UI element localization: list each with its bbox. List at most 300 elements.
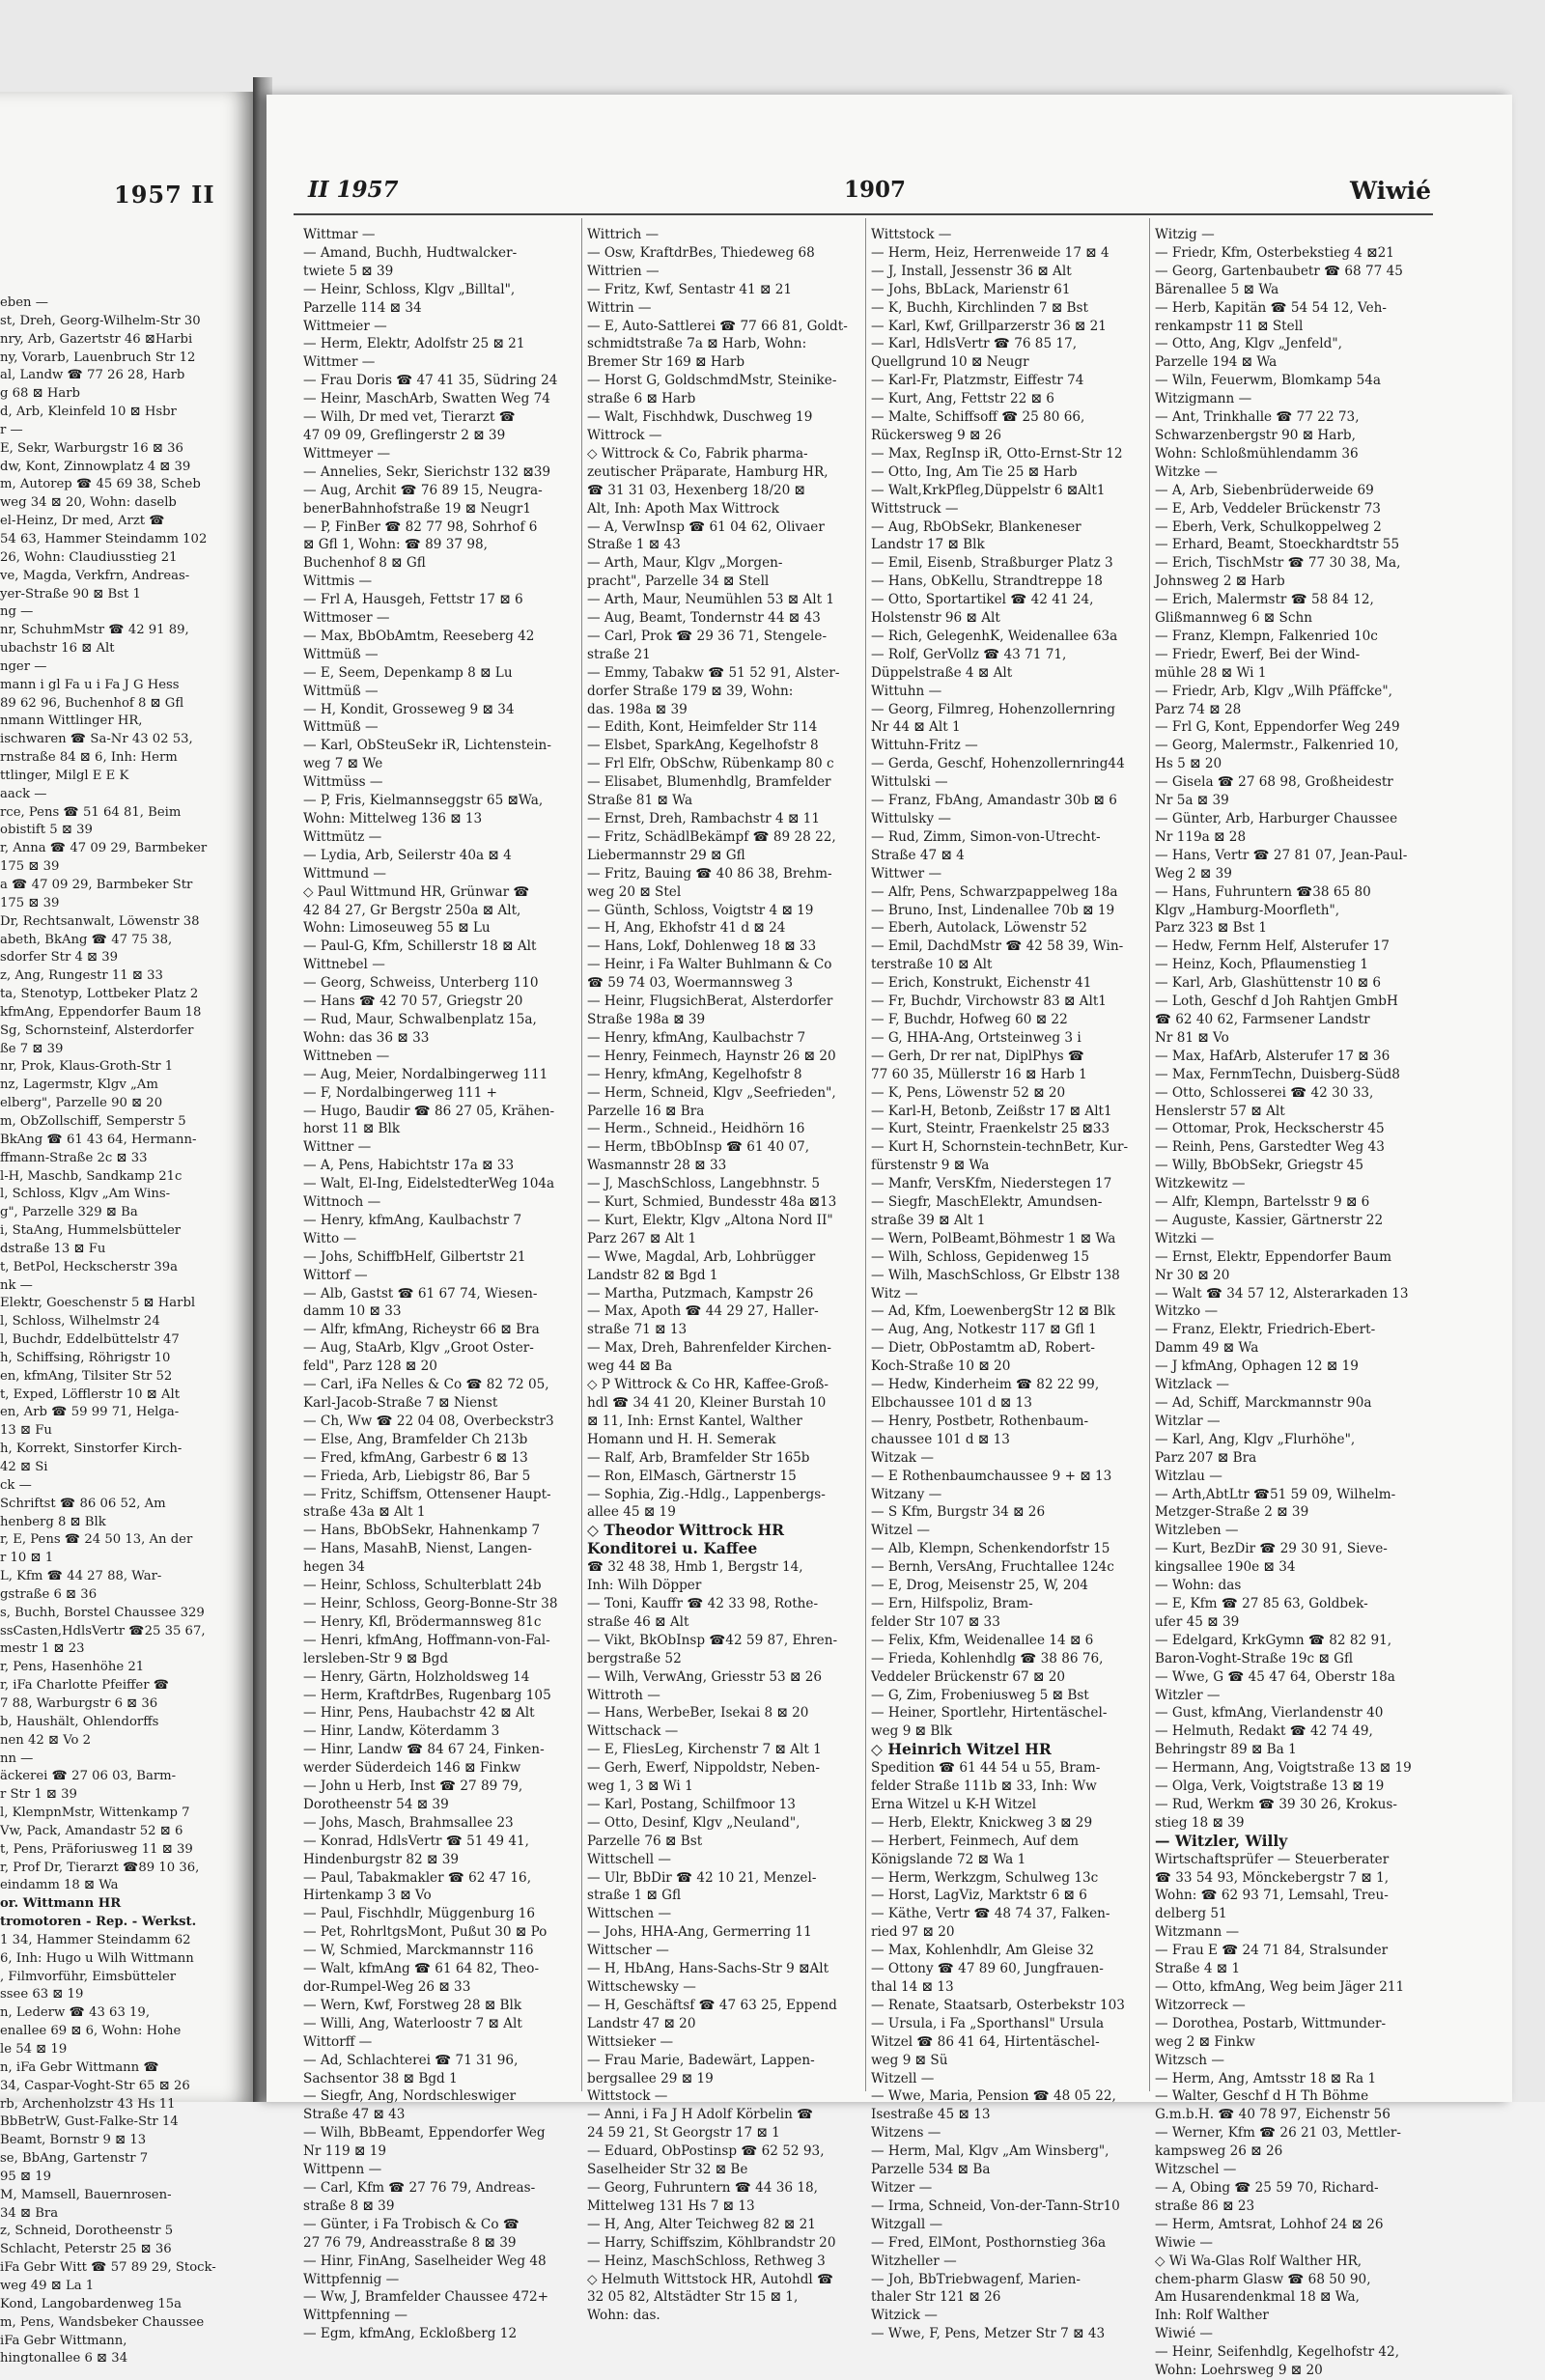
directory-entry-line: Wittpfennig — bbox=[303, 2271, 400, 2287]
directory-entry-line: 6, Inh: Hugo u Wilh Wittmann bbox=[0, 1950, 194, 1966]
directory-entry-line: — Hinr, Landw, Köterdamm 3 bbox=[303, 1723, 500, 1740]
directory-entry-line: — P, Fris, Kielmannseggstr 65 ⊠Wa, bbox=[303, 793, 544, 809]
directory-entry-line: weg 9 ⊠ Sü bbox=[871, 2052, 948, 2068]
directory-entry-line: — Kurt, Schmied, Bundesstr 48a ⊠13 bbox=[587, 1194, 837, 1211]
directory-entry-line: felder Straße 111b ⊠ 33, Inh: Ww bbox=[871, 1778, 1097, 1795]
directory-entry-line: — Helmuth, Redakt ☎ 42 74 49, bbox=[1155, 1723, 1373, 1740]
directory-entry-line: 7 88, Warburgstr 6 ⊠ 36 bbox=[0, 1695, 158, 1711]
directory-entry-line: — Aug, Beamt, Tondernstr 44 ⊠ 43 bbox=[587, 610, 821, 627]
directory-entry-line: — Frau E ☎ 24 71 84, Stralsunder bbox=[1155, 1943, 1389, 1959]
directory-entry-line: — Werner, Kfm ☎ 26 21 03, Mettler- bbox=[1155, 2125, 1401, 2142]
directory-entry-line: weg 44 ⊠ Ba bbox=[587, 1358, 673, 1375]
directory-entry-line: z, Schneid, Dorotheenstr 5 bbox=[0, 2224, 174, 2239]
directory-entry-line: — Pet, RohrltgsMont, Pußut 30 ⊠ Po bbox=[303, 1924, 548, 1941]
directory-entry-line: Nr 44 ⊠ Alt 1 bbox=[871, 719, 961, 736]
directory-entry-line: — Hans, Lokf, Dohlenweg 18 ⊠ 33 bbox=[587, 938, 817, 955]
directory-entry-line: — Heinz, Koch, Pflaumenstieg 1 bbox=[1155, 957, 1368, 973]
directory-entry-line: Wittnebel — bbox=[303, 957, 385, 973]
directory-entry-line: kfmAng, Eppendorfer Baum 18 bbox=[0, 1004, 202, 1020]
directory-entry-line: — Dietr, ObPostamtm aD, Robert- bbox=[871, 1340, 1095, 1357]
directory-entry-line: — Ottony ☎ 47 89 60, Jungfrauen- bbox=[871, 1961, 1104, 1977]
directory-entry-line: — Frieda, Kohlenhdlg ☎ 38 86 76, bbox=[871, 1650, 1104, 1666]
directory-entry-line: — Irma, Schneid, Von-der-Tann-Str10 bbox=[871, 2198, 1120, 2214]
directory-entry-line: — Frl Elfr, ObSchw, Rübenkamp 80 c bbox=[587, 756, 834, 772]
column-divider bbox=[1149, 218, 1150, 2091]
directory-entry-line: — Gerh, Dr rer nat, DiplPhys ☎ bbox=[871, 1048, 1084, 1064]
directory-entry-line: Parzelle 114 ⊠ 34 bbox=[303, 299, 422, 316]
directory-entry-line: — Max, Dreh, Bahrenfelder Kirchen- bbox=[587, 1340, 831, 1357]
directory-entry-line: G.m.b.H. ☎ 40 78 97, Eichenstr 56 bbox=[1155, 2107, 1390, 2123]
directory-entry-line: r, Anna ☎ 47 09 29, Barmbeker bbox=[0, 841, 208, 856]
directory-entry-line: — Reinh, Pens, Garstedter Weg 43 bbox=[1155, 1139, 1385, 1156]
directory-entry-line: — K, Buchh, Kirchlinden 7 ⊠ Bst bbox=[871, 299, 1088, 316]
directory-entry-line: nk — bbox=[0, 1277, 33, 1293]
directory-entry-line: — Hans, ObKellu, Strandtreppe 18 bbox=[871, 574, 1103, 590]
directory-entry-line: Witzke — bbox=[1155, 463, 1218, 480]
directory-entry-line: enallee 69 ⊠ 6, Wohn: Hohe bbox=[0, 2024, 182, 2039]
directory-entry-line: Landstr 17 ⊠ Blk bbox=[871, 537, 985, 553]
directory-entry-line: — John u Herb, Inst ☎ 27 89 79, bbox=[303, 1778, 523, 1795]
directory-entry-line: — Wilh, VerwAng, Griesstr 53 ⊠ 26 bbox=[587, 1668, 823, 1685]
directory-entry-line: — Herm., Schneid., Heidhörn 16 bbox=[587, 1121, 805, 1137]
directory-entry-line: — Günter, i Fa Trobisch & Co ☎ bbox=[303, 2216, 520, 2232]
directory-entry-line: Witzany — bbox=[871, 1486, 942, 1502]
directory-entry-line: — Wohn: das bbox=[1155, 1578, 1242, 1594]
directory-entry-line: straße 1 ⊠ Gfl bbox=[587, 1888, 682, 1904]
directory-entry-line: — Fred, ElMont, Posthornstieg 36a bbox=[871, 2234, 1107, 2251]
directory-entry-line: Witzlau — bbox=[1155, 1468, 1222, 1484]
directory-entry-line: — Max, HafArb, Alsterufer 17 ⊠ 36 bbox=[1155, 1048, 1390, 1064]
directory-entry-line: ◇ Wi Wa-Glas Rolf Walther HR, bbox=[1155, 2253, 1362, 2269]
directory-entry-line: Wittulski — bbox=[871, 774, 948, 791]
directory-entry-line: — Max, Apoth ☎ 44 29 27, Haller- bbox=[587, 1303, 819, 1320]
previous-page-entries bbox=[0, 294, 241, 2368]
directory-entry-line: Wasmannstr 28 ⊠ 33 bbox=[587, 1158, 727, 1174]
directory-entry-line: Wittmüß — bbox=[303, 719, 379, 736]
directory-entry-line: — Fritz, SchädlBekämpf ☎ 89 28 22, bbox=[587, 828, 836, 845]
directory-entry-line: ried 97 ⊠ 20 bbox=[871, 1924, 955, 1941]
directory-entry-line: obistift 5 ⊠ 39 bbox=[0, 823, 93, 838]
directory-entry-line: — G, Zim, Frobeniusweg 5 ⊠ Bst bbox=[871, 1687, 1089, 1703]
directory-entry-line: Witzorreck — bbox=[1155, 1997, 1246, 2013]
directory-entry-line: — Heinr, Schloss, Schulterblatt 24b bbox=[303, 1578, 542, 1594]
directory-entry-line: Wittorff — bbox=[303, 2033, 373, 2050]
directory-entry-line: 95 ⊠ 19 bbox=[0, 2169, 51, 2184]
directory-entry-line: — E Rothenbaumchaussee 9 + ⊠ 13 bbox=[871, 1468, 1112, 1484]
directory-entry-line: — Johs, HHA-Ang, Germerring 11 bbox=[587, 1924, 812, 1941]
directory-entry-line: weg 20 ⊠ Stel bbox=[587, 883, 682, 900]
directory-entry-line: l-H, Maschb, Sandkamp 21c bbox=[0, 1168, 183, 1184]
directory-entry-line: — Aug, RbObSekr, Blankeneser bbox=[871, 518, 1082, 535]
directory-entry-line: — G, HHA-Ang, Ortsteinweg 3 i bbox=[871, 1029, 1082, 1046]
directory-entry-line: Wittsieker — bbox=[587, 2033, 674, 2050]
directory-entry-line: — Else, Ang, Bramfelder Ch 213b bbox=[303, 1431, 528, 1447]
directory-entry-line: — Herm, Ang, Amtsstr 18 ⊠ Ra 1 bbox=[1155, 2070, 1377, 2086]
directory-entry-line: Landstr 47 ⊠ 20 bbox=[587, 2015, 696, 2031]
directory-entry-line: Witzak — bbox=[871, 1449, 934, 1466]
directory-entry-line: — Herm, Werkzgm, Schulweg 13c bbox=[871, 1869, 1099, 1886]
directory-entry-line: — Horst, LagViz, Marktstr 6 ⊠ 6 bbox=[871, 1888, 1087, 1904]
directory-entry-line: — Otto, Sportartikel ☎ 42 41 24, bbox=[871, 592, 1094, 608]
directory-entry-line: Witzsch — bbox=[1155, 2052, 1224, 2068]
directory-entry-line: — H, Ang, Alter Teichweg 82 ⊠ 21 bbox=[587, 2216, 816, 2232]
directory-entry-line: z, Ang, Rungestr 11 ⊠ 33 bbox=[0, 968, 163, 984]
directory-entry-line: — Emil, DachdMstr ☎ 42 58 39, Win- bbox=[871, 938, 1124, 955]
directory-entry-line: bergstraße 52 bbox=[587, 1650, 682, 1666]
directory-entry-line: — Egm, kfmAng, Eckloßberg 12 bbox=[303, 2326, 518, 2342]
directory-entry-line: twiete 5 ⊠ 39 bbox=[303, 263, 394, 279]
directory-entry-line: weg 34 ⊠ 20, Wohn: daselb bbox=[0, 495, 177, 511]
directory-entry-line: — Henry, Feinmech, Haynstr 26 ⊠ 20 bbox=[587, 1048, 836, 1064]
directory-entry-line: — Rud, Maur, Schwalbenplatz 15a, bbox=[303, 1011, 537, 1027]
directory-entry-line: Witzel — bbox=[871, 1523, 931, 1539]
directory-entry-line: — A, Obing ☎ 25 59 70, Richard- bbox=[1155, 2179, 1379, 2196]
directory-entry-line: Wirtschaftsprüfer — Steuerberater bbox=[1155, 1851, 1390, 1867]
directory-entry-line: Witzleben — bbox=[1155, 1523, 1239, 1539]
directory-entry-line: Nr 119a ⊠ 28 bbox=[1155, 828, 1247, 845]
directory-entry-line: — Georg, Filmreg, Hohenzollernring bbox=[871, 701, 1115, 717]
directory-entry-line: — Hans, WerbeBer, Isekai 8 ⊠ 20 bbox=[587, 1705, 809, 1722]
directory-entry-line: — Aug, StaArb, Klgv „Groot Oster- bbox=[303, 1340, 534, 1357]
directory-entry-line: — Ernst, Elektr, Eppendorfer Baum bbox=[1155, 1248, 1391, 1265]
directory-entry-line: — Georg, Malermstr., Falkenried 10, bbox=[1155, 738, 1399, 754]
directory-entry-line: ☎ 33 54 93, Mönckebergstr 7 ⊠ 1, bbox=[1155, 1869, 1390, 1886]
directory-entry-line: Veddeler Brückenstr 67 ⊠ 20 bbox=[871, 1668, 1066, 1685]
header-rule bbox=[294, 213, 1433, 215]
directory-entry-line: Witzigmann — bbox=[1155, 391, 1252, 407]
directory-entry-line: Witzick — bbox=[871, 2308, 938, 2324]
directory-entry-line: Königslande 72 ⊠ Wa 1 bbox=[871, 1851, 1026, 1867]
directory-entry-line: , Filmvorführ, Eimsbütteler bbox=[0, 1969, 177, 1984]
directory-entry-line: en, Arb ☎ 59 99 71, Helga- bbox=[0, 1405, 180, 1420]
directory-entry-line: BkAng ☎ 61 43 64, Hermann- bbox=[0, 1132, 197, 1147]
directory-entry-line: — Toni, Kauffr ☎ 42 33 98, Rothe- bbox=[587, 1595, 819, 1611]
directory-entry-line: ubachstr 16 ⊠ Alt bbox=[0, 641, 115, 657]
directory-entry-line: Dorotheenstr 54 ⊠ 39 bbox=[303, 1796, 449, 1812]
directory-entry-line: Hindenburgstr 82 ⊠ 39 bbox=[303, 1851, 460, 1867]
directory-entry-line: Witzig — bbox=[1155, 227, 1215, 242]
directory-entry-line: thaler Str 121 ⊠ 26 bbox=[871, 2289, 1001, 2306]
directory-entry-line: — Herm, Mal, Klgv „Am Winsberg", bbox=[871, 2143, 1110, 2160]
directory-entry-line: — Alb, Gastst ☎ 61 67 74, Wiesen- bbox=[303, 1285, 538, 1302]
directory-entry-line: — Erich, Konstrukt, Eichenstr 41 bbox=[871, 975, 1092, 992]
directory-entry-line: — Witzler, Willy bbox=[1155, 1831, 1288, 1850]
directory-entry-line: — Amand, Buchh, Hudtwalcker- bbox=[303, 244, 518, 261]
directory-entry-line: 13 ⊠ Fu bbox=[0, 1423, 52, 1439]
directory-entry-line: straße 43a ⊠ Alt 1 bbox=[303, 1504, 426, 1521]
directory-entry-line: — Bruno, Inst, Lindenallee 70b ⊠ 19 bbox=[871, 902, 1115, 918]
directory-entry-line: — Wern, PolBeamt,Böhmestr 1 ⊠ Wa bbox=[871, 1230, 1116, 1246]
directory-entry-line: — Annelies, Sekr, Sierichstr 132 ⊠39 bbox=[303, 463, 551, 480]
directory-entry-line: — Ad, Schiff, Marckmannstr 90a bbox=[1155, 1395, 1372, 1411]
directory-entry-line: — Harry, Schiffszim, Köhlbrandstr 20 bbox=[587, 2234, 836, 2251]
directory-entry-line: Homann und H. H. Semerak bbox=[587, 1431, 776, 1447]
directory-entry-line: — Johs, BbLack, Marienstr 61 bbox=[871, 281, 1071, 297]
directory-entry-line: — Wwe, Maria, Pension ☎ 48 05 22, bbox=[871, 2088, 1116, 2105]
directory-entry-line: ny, Vorarb, Lauenbruch Str 12 bbox=[0, 350, 196, 365]
directory-entry-line: — Otto, Schlosserei ☎ 42 30 33, bbox=[1155, 1084, 1374, 1101]
directory-entry-line: — Günth, Schloss, Voigtstr 4 ⊠ 19 bbox=[587, 902, 814, 918]
directory-entry-line: 34 ⊠ Bra bbox=[0, 2205, 59, 2221]
directory-entry-line: — Fred, kfmAng, Garbestr 6 ⊠ 13 bbox=[303, 1449, 528, 1466]
directory-entry-line: Hirtenkamp 3 ⊠ Vo bbox=[303, 1888, 432, 1904]
directory-entry-line: — Carl, iFa Nelles & Co ☎ 82 72 05, bbox=[303, 1377, 549, 1393]
directory-entry-line: Witzler — bbox=[1155, 1687, 1221, 1703]
directory-entry-line: Wiwie — bbox=[1155, 2234, 1214, 2251]
directory-entry-line: — Eberh, Autolack, Löwenstr 52 bbox=[871, 920, 1087, 937]
directory-entry-line: — Karl-H, Betonb, Zeißstr 17 ⊠ Alt1 bbox=[871, 1103, 1112, 1119]
directory-entry-line: r, iFa Charlotte Pfeiffer ☎ bbox=[0, 1678, 170, 1694]
directory-entry-line: Wittnoch — bbox=[303, 1194, 381, 1211]
directory-entry-line: straße 8 ⊠ 39 bbox=[303, 2198, 395, 2214]
directory-entry-line: — Hans, Vertr ☎ 27 81 07, Jean-Paul- bbox=[1155, 847, 1408, 863]
directory-entry-line: — Renate, Staatsarb, Osterbekstr 103 bbox=[871, 1997, 1125, 2013]
directory-entry-line: Wittmüß — bbox=[303, 683, 379, 699]
directory-entry-line: Bremer Str 169 ⊠ Harb bbox=[587, 354, 745, 371]
directory-entry-line: ufer 45 ⊠ 39 bbox=[1155, 1613, 1240, 1630]
directory-entry-line: — Bernh, VersAng, Fruchtallee 124c bbox=[871, 1559, 1114, 1576]
directory-entry-line: fürstenstr 9 ⊠ Wa bbox=[871, 1158, 990, 1174]
directory-entry-line: — Käthe, Vertr ☎ 48 74 37, Falken- bbox=[871, 1906, 1110, 1922]
directory-entry-line: — Arth, Maur, Klgv „Morgen- bbox=[587, 555, 783, 572]
directory-entry-line: Hs 5 ⊠ 20 bbox=[1155, 756, 1222, 772]
directory-entry-line: — Max, RegInsp iR, Otto-Ernst-Str 12 bbox=[871, 445, 1123, 462]
directory-entry-line: Schriftst ☎ 86 06 52, Am bbox=[0, 1496, 166, 1511]
directory-entry-line: L, Kfm ☎ 44 27 88, War- bbox=[0, 1569, 162, 1584]
directory-entry-line: — Ww, J, Bramfelder Chaussee 472+ bbox=[303, 2289, 549, 2306]
directory-entry-line: stieg 18 ⊠ 39 bbox=[1155, 1814, 1245, 1831]
directory-entry-line: — Günter, Arb, Harburger Chaussee bbox=[1155, 811, 1398, 826]
directory-entry-line: Kond, Langobardenweg 15a bbox=[0, 2296, 182, 2311]
directory-entry-line: Wittwer — bbox=[871, 865, 942, 882]
directory-entry-line: Baron-Voght-Straße 19c ⊠ Gfl bbox=[1155, 1650, 1354, 1666]
directory-entry-line: — Hans ☎ 42 70 57, Griegstr 20 bbox=[303, 994, 523, 1010]
directory-entry-line: Sg, Schornsteinf, Alsterdorfer bbox=[0, 1022, 194, 1038]
directory-entry-line: hdl ☎ 34 41 20, Kleiner Burstah 10 bbox=[587, 1395, 827, 1411]
directory-entry-line: r 10 ⊠ 1 bbox=[0, 1551, 54, 1566]
directory-entry-line: Witzel ☎ 86 41 64, Hirtentäschel- bbox=[871, 2033, 1100, 2050]
directory-entry-line: Schlacht, Peterstr 25 ⊠ 36 bbox=[0, 2242, 172, 2257]
directory-entry-line: — E, Arb, Veddeler Brückenstr 73 bbox=[1155, 500, 1381, 517]
directory-entry-line: — Wilh, BbBeamt, Eppendorfer Weg bbox=[303, 2125, 546, 2142]
directory-entry-line: — Herm, Amtsrat, Lohhof 24 ⊠ 26 bbox=[1155, 2216, 1384, 2232]
directory-entry-line: — Siegfr, MaschElektr, Amundsen- bbox=[871, 1194, 1103, 1211]
directory-entry-line: Witzkewitz — bbox=[1155, 1176, 1246, 1192]
directory-entry-line: Witzell — bbox=[871, 2070, 935, 2086]
directory-entry-line: — Henry, kfmAng, Kaulbachstr 7 bbox=[587, 1029, 806, 1046]
directory-entry-line: 32 05 82, Altstädter Str 15 ⊠ 1, bbox=[587, 2289, 799, 2306]
directory-entry-line: — Rud, Zimm, Simon-von-Utrecht- bbox=[871, 828, 1101, 845]
directory-entry-line: Wittroth — bbox=[587, 1687, 660, 1703]
directory-entry-line: ssCasten,HdlsVertr ☎25 35 67, bbox=[0, 1623, 206, 1638]
directory-entry-line: eindamm 18 ⊠ Wa bbox=[0, 1878, 119, 1893]
directory-entry-line: — Max, Kohlenhdlr, Am Gleise 32 bbox=[871, 1943, 1094, 1959]
directory-entry-line: — Horst G, GoldschmdMstr, Steinike- bbox=[587, 373, 837, 389]
directory-entry-line: — Frau Doris ☎ 47 41 35, Südring 24 bbox=[303, 373, 558, 389]
directory-entry-line: Witzlar — bbox=[1155, 1413, 1221, 1429]
directory-entry-line: straße 46 ⊠ Alt bbox=[587, 1613, 689, 1630]
directory-entry-line: iFa Gebr Witt ☎ 57 89 29, Stock- bbox=[0, 2260, 216, 2276]
directory-entry-line: — Henry, Gärtn, Holzholdsweg 14 bbox=[303, 1668, 530, 1685]
directory-entry-line: Inh: Wilh Döpper bbox=[587, 1578, 702, 1594]
directory-entry-line: 175 ⊠ 39 bbox=[0, 895, 60, 910]
directory-entry-line: Elektr, Goeschenstr 5 ⊠ Harbl bbox=[0, 1296, 196, 1311]
directory-entry-line: — Konrad, HdlsVertr ☎ 51 49 41, bbox=[303, 1833, 529, 1849]
directory-entry-line: ck — bbox=[0, 1477, 32, 1493]
directory-entry-line: t, BetPol, Heckscherstr 39a bbox=[0, 1259, 178, 1274]
directory-entry-line: — Alfr, Klempn, Bartelsstr 9 ⊠ 6 bbox=[1155, 1194, 1370, 1211]
directory-entry-line: ◇ P Wittrock & Co HR, Kaffee-Groß- bbox=[587, 1377, 829, 1393]
directory-entry-line: — Erich, Malermstr ☎ 58 84 12, bbox=[1155, 592, 1374, 608]
directory-entry-line: — Henry, kfmAng, Kegelhofstr 8 bbox=[587, 1066, 802, 1082]
directory-entry-line: — Heinr, MaschArb, Swatten Weg 74 bbox=[303, 391, 550, 407]
directory-entry-line: — Osw, KraftdrBes, Thiedeweg 68 bbox=[587, 244, 815, 261]
directory-entry-line: le 54 ⊠ 19 bbox=[0, 2042, 68, 2057]
directory-entry-line: — Herb, Kapitän ☎ 54 54 12, Veh- bbox=[1155, 299, 1388, 316]
directory-entry-line: 42 84 27, Gr Bergstr 250a ⊠ Alt, bbox=[303, 902, 521, 918]
directory-entry-line: Konditorei u. Kaffee bbox=[587, 1539, 758, 1558]
directory-entry-line: g", Parzelle 329 ⊠ Ba bbox=[0, 1205, 138, 1220]
directory-entry-line: Elbchaussee 101 d ⊠ 13 bbox=[871, 1395, 1032, 1411]
directory-entry-line: Liebermannstr 29 ⊠ Gfl bbox=[587, 847, 745, 863]
directory-entry-line: — Paul, Tabakmakler ☎ 62 47 16, bbox=[303, 1869, 532, 1886]
directory-entry-line: Koch-Straße 10 ⊠ 20 bbox=[871, 1358, 1011, 1375]
directory-entry-line: felder Str 107 ⊠ 33 bbox=[871, 1613, 1000, 1630]
directory-entry-line: — Herm, KraftdrBes, Rugenbarg 105 bbox=[303, 1687, 551, 1703]
directory-entry-line: — Frau Marie, Badewärt, Lappen- bbox=[587, 2052, 815, 2068]
directory-entry-line: — Frl A, Hausgeh, Fettstr 17 ⊠ 6 bbox=[303, 592, 523, 608]
directory-entry-line: — Franz, FbAng, Amandastr 30b ⊠ 6 bbox=[871, 793, 1117, 809]
column-divider bbox=[581, 218, 582, 2091]
directory-entry-line: — Wwe, F, Pens, Metzer Str 7 ⊠ 43 bbox=[871, 2326, 1106, 2342]
directory-entry-line: — Gust, kfmAng, Vierlandenstr 40 bbox=[1155, 1705, 1384, 1722]
directory-entry-line: ⊠ Gfl 1, Wohn: ☎ 89 37 98, bbox=[303, 537, 489, 553]
directory-entry-line: n, Lederw ☎ 43 63 19, bbox=[0, 2005, 151, 2021]
directory-entry-line: — E, FliesLeg, Kirchenstr 7 ⊠ Alt 1 bbox=[587, 1742, 822, 1758]
directory-entry-line: — Walter, Geschf d H Th Böhme bbox=[1155, 2088, 1369, 2105]
directory-entry-line: thal 14 ⊠ 13 bbox=[871, 1979, 954, 1995]
directory-entry-line: Wiwié — bbox=[1155, 2326, 1214, 2342]
directory-entry-line: dorfer Straße 179 ⊠ 39, Wohn: bbox=[587, 683, 794, 699]
directory-entry-line: dstraße 13 ⊠ Fu bbox=[0, 1241, 106, 1256]
directory-entry-line: — Henry, Kfl, Brödermannsweg 81c bbox=[303, 1613, 542, 1630]
directory-entry-line: M, Mamsell, Bauernrosen- bbox=[0, 2187, 172, 2202]
directory-entry-line: 26, Wohn: Claudiusstieg 21 bbox=[0, 549, 178, 565]
directory-entry-line: Wittscher — bbox=[587, 1943, 669, 1959]
directory-entry-line: Parzelle 16 ⊠ Bra bbox=[587, 1103, 705, 1119]
directory-entry-line: — Arth, Maur, Neumühlen 53 ⊠ Alt 1 bbox=[587, 592, 835, 608]
directory-entry-line: Witzko — bbox=[1155, 1303, 1219, 1320]
directory-entry-line: — E, Drog, Meisenstr 25, W, 204 bbox=[871, 1578, 1088, 1594]
directory-entry-line: — Carl, Kfm ☎ 27 76 79, Andreas- bbox=[303, 2179, 536, 2196]
directory-entry-line: — Heiner, Sportlehr, Hirtentäschel- bbox=[871, 1705, 1108, 1722]
directory-entry-line: Wohn: Schloßmühlendamm 36 bbox=[1155, 445, 1359, 462]
directory-entry-line: i, StaAng, Hummelsbütteler bbox=[0, 1223, 182, 1239]
directory-entry-line: äckerei ☎ 27 06 03, Barm- bbox=[0, 1769, 177, 1784]
directory-entry-line: — Olga, Verk, Voigtstraße 13 ⊠ 19 bbox=[1155, 1778, 1385, 1795]
directory-entry-line: damm 10 ⊠ 33 bbox=[303, 1303, 402, 1320]
directory-entry-line: r, E, Pens ☎ 24 50 13, An der bbox=[0, 1532, 193, 1548]
directory-entry-line: Witzheller — bbox=[871, 2253, 957, 2269]
directory-entry-line: — Wiln, Feuerwm, Blomkamp 54a bbox=[1155, 373, 1382, 389]
directory-entry-line: — E, Auto-Sattlerei ☎ 77 66 81, Goldt- bbox=[587, 318, 848, 334]
directory-entry-line: Wittstock — bbox=[871, 227, 952, 242]
directory-entry-line: Wittschell — bbox=[587, 1851, 672, 1867]
directory-entry-line: weg 1, 3 ⊠ Wi 1 bbox=[587, 1778, 693, 1795]
directory-entry-line: — Eduard, ObPostinsp ☎ 62 52 93, bbox=[587, 2143, 825, 2160]
directory-entry-line: — Anni, i Fa J H Adolf Körbelin ☎ bbox=[587, 2107, 814, 2123]
directory-entry-line: yer-Straße 90 ⊠ Bst 1 bbox=[0, 586, 141, 602]
directory-entry-line: — Lydia, Arb, Seilerstr 40a ⊠ 4 bbox=[303, 847, 512, 863]
directory-entry-line: — Ern, Hilfspoliz, Bram- bbox=[871, 1595, 1033, 1611]
directory-entry-line: — Ron, ElMasch, Gärtnerstr 15 bbox=[587, 1468, 797, 1484]
directory-entry-line: — W, Schmied, Marckmannstr 116 bbox=[303, 1943, 534, 1959]
directory-entry-line: — Hinr, Pens, Haubachstr 42 ⊠ Alt bbox=[303, 1705, 535, 1722]
directory-entry-line: Quellgrund 10 ⊠ Neugr bbox=[871, 354, 1029, 371]
directory-entry-line: Düppelstraße 4 ⊠ Alt bbox=[871, 664, 1013, 681]
directory-entry-line: — Ernst, Dreh, Rambachstr 4 ⊠ 11 bbox=[587, 811, 820, 826]
directory-entry-line: ◇ Wittrock & Co, Fabrik pharma- bbox=[587, 445, 808, 462]
directory-entry-line: m, Autorep ☎ 45 69 38, Scheb bbox=[0, 477, 201, 492]
previous-page-header: 1957 II bbox=[114, 181, 215, 209]
directory-entry-line: Wittulsky — bbox=[871, 811, 951, 826]
directory-entry-line: 1 34, Hammer Steindamm 62 bbox=[0, 1932, 191, 1947]
directory-entry-line: — Hinr, Landw ☎ 84 67 24, Finken- bbox=[303, 1742, 545, 1758]
directory-entry-line: straße 6 ⊠ Harb bbox=[587, 391, 696, 407]
directory-entry-line: — Heinz, MaschSchloss, Rethweg 3 bbox=[587, 2253, 826, 2269]
directory-entry-line: — Georg, Schweiss, Unterberg 110 bbox=[303, 975, 539, 992]
directory-entry-line: — Ottomar, Prok, Heckscherstr 45 bbox=[1155, 1121, 1385, 1137]
directory-entry-line: Parzelle 194 ⊠ Wa bbox=[1155, 354, 1278, 371]
directory-entry-line: ☎ 31 31 03, Hexenberg 18/20 ⊠ bbox=[587, 482, 805, 498]
directory-entry-line: ße 7 ⊠ 39 bbox=[0, 1041, 64, 1056]
directory-entry-line: — Rolf, GerVollz ☎ 43 71 71, bbox=[871, 646, 1067, 662]
directory-entry-line: — Ch, Ww ☎ 22 04 08, Overbeckstr3 bbox=[303, 1413, 554, 1429]
directory-entry-line: — Friedr, Arb, Klgv „Wilh Pfäffcke", bbox=[1155, 683, 1392, 699]
directory-entry-line: Wittschack — bbox=[587, 1723, 679, 1740]
directory-entry-line: das. 198a ⊠ 39 bbox=[587, 701, 688, 717]
directory-entry-line: straße 21 bbox=[587, 646, 651, 662]
directory-entry-line: Wittmoser — bbox=[303, 610, 390, 627]
directory-entry-line: eben — bbox=[0, 295, 48, 310]
directory-entry-line: — Elisabet, Blumenhdlg, Bramfelder bbox=[587, 774, 831, 791]
directory-entry-line: — Henry, Postbetr, Rothenbaum- bbox=[871, 1413, 1089, 1429]
directory-entry-line: Wittstruck — bbox=[871, 500, 959, 517]
directory-entry-line: Wittpfenning — bbox=[303, 2308, 408, 2324]
directory-entry-line: 34, Caspar-Voght-Str 65 ⊠ 26 bbox=[0, 2078, 190, 2093]
directory-entry-line: — Walt ☎ 34 57 12, Alsterarkaden 13 bbox=[1155, 1285, 1409, 1302]
directory-entry-line: — Elsbet, SparkAng, Kegelhofstr 8 bbox=[587, 738, 819, 754]
directory-entry-line: l, Buchdr, Eddelbüttelstr 47 bbox=[0, 1332, 180, 1348]
directory-entry-line: — H, Kondit, Grosseweg 9 ⊠ 34 bbox=[303, 701, 515, 717]
directory-entry-line: — Heinr, Seifenhdlg, Kegelhofstr 42, bbox=[1155, 2344, 1400, 2361]
directory-entry-line: ⊠ 11, Inh: Ernst Kantel, Walther bbox=[587, 1413, 802, 1429]
directory-entry-line: Wohn: Mittelweg 136 ⊠ 13 bbox=[303, 811, 483, 826]
directory-entry-line: Wittmüß — bbox=[303, 646, 379, 662]
directory-entry-line: weg 2 ⊠ Finkw bbox=[1155, 2033, 1255, 2050]
directory-entry-line: Witto — bbox=[303, 1230, 357, 1246]
directory-entry-line: gstraße 6 ⊠ 36 bbox=[0, 1586, 98, 1602]
directory-entry-line: al, Landw ☎ 77 26 28, Harb bbox=[0, 368, 185, 383]
directory-entry-line: Wittschen — bbox=[587, 1906, 672, 1922]
directory-entry-line: Parzelle 534 ⊠ Ba bbox=[871, 2162, 991, 2178]
directory-entry-line: ☎ 32 48 38, Hmb 1, Bergstr 14, bbox=[587, 1559, 803, 1576]
directory-entry-line: ssee 63 ⊠ 19 bbox=[0, 1987, 84, 2002]
directory-entry-line: — Alfr, Pens, Schwarzpappelweg 18a bbox=[871, 883, 1118, 900]
directory-entry-line: — J, Install, Jessenstr 36 ⊠ Alt bbox=[871, 263, 1072, 279]
directory-entry-line: m, ObZollschiff, Semperstr 5 bbox=[0, 1113, 186, 1129]
column-divider bbox=[865, 218, 866, 2091]
